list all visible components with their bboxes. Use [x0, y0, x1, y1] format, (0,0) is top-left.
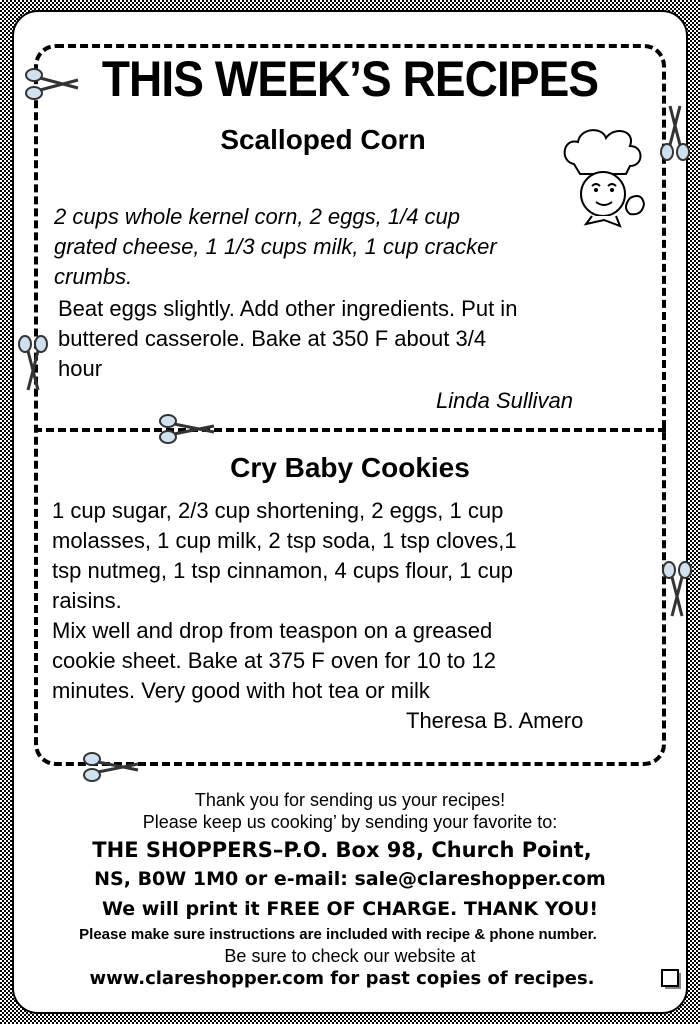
recipe-line: tsp nutmeg, 1 tsp cinnamon, 4 cups flour, 1 cup — [52, 558, 514, 583]
scissors-icon — [158, 412, 216, 446]
recipe-line: cookie sheet. Bake at 375 F oven for 10 to 12 — [52, 648, 496, 673]
recipe-line: raisins. — [52, 588, 122, 613]
recipe-title: Cry Baby Cookies — [230, 452, 470, 483]
recipe-author: Linda Sullivan — [436, 388, 573, 413]
recipe-line: minutes. Very good with hot tea or milk — [52, 678, 430, 703]
scissors-icon — [658, 104, 692, 162]
footer-website-intro: Be sure to check our website at — [224, 946, 476, 966]
footer-website: www.clareshopper.com for past copies of recipes. — [89, 968, 595, 989]
scissors-icon — [16, 334, 50, 392]
recipe-line: 1 cup sugar, 2/3 cup shortening, 2 eggs, 1 cup — [52, 498, 504, 523]
recipe-divider — [34, 428, 666, 432]
footer-thanks: Thank you for sending us your recipes! — [194, 790, 506, 810]
footer-note: Please make sure instructions are included with recipe & phone number. — [79, 926, 597, 943]
recipe-line: Mix well and drop from teaspon on a greased — [52, 618, 493, 643]
scissors-icon — [660, 560, 694, 618]
recipe-title: Scalloped Corn — [220, 124, 426, 155]
recipe-ingredients-line: 2 cups whole kernel corn, 2 eggs, 1/4 cup — [54, 204, 461, 229]
page-title: THIS WEEK’S RECIPES — [101, 51, 599, 107]
recipe-ingredients-line: grated cheese, 1 1/3 cups milk, 1 cup cracker — [54, 234, 497, 259]
footer-email: NS, B0W 1M0 or e-mail: sale@clareshopper.com — [94, 868, 606, 890]
recipe-ingredients-line: crumbs. — [54, 264, 133, 289]
recipe-line: molasses, 1 cup milk, 2 tsp soda, 1 tsp cloves,1 — [52, 528, 517, 553]
recipe-instructions-line: buttered casserole. Bake at 350 F about 3/4 — [58, 326, 487, 351]
recipe-instructions-line: hour — [58, 356, 103, 381]
footer-free: We will print it FREE OF CHARGE. THANK YOU! — [101, 898, 599, 920]
footer-request: Please keep us cooking’ by sending your favorite to: — [142, 812, 558, 832]
footer-address: THE SHOPPERS–P.O. Box 98, Church Point, — [92, 838, 592, 862]
corner-box-icon — [660, 968, 682, 990]
scissors-icon — [82, 750, 140, 784]
recipe-instructions-line: Beat eggs slightly. Add other ingredients. Put in — [58, 296, 518, 321]
recipe-author: Theresa B. Amero — [406, 708, 584, 733]
